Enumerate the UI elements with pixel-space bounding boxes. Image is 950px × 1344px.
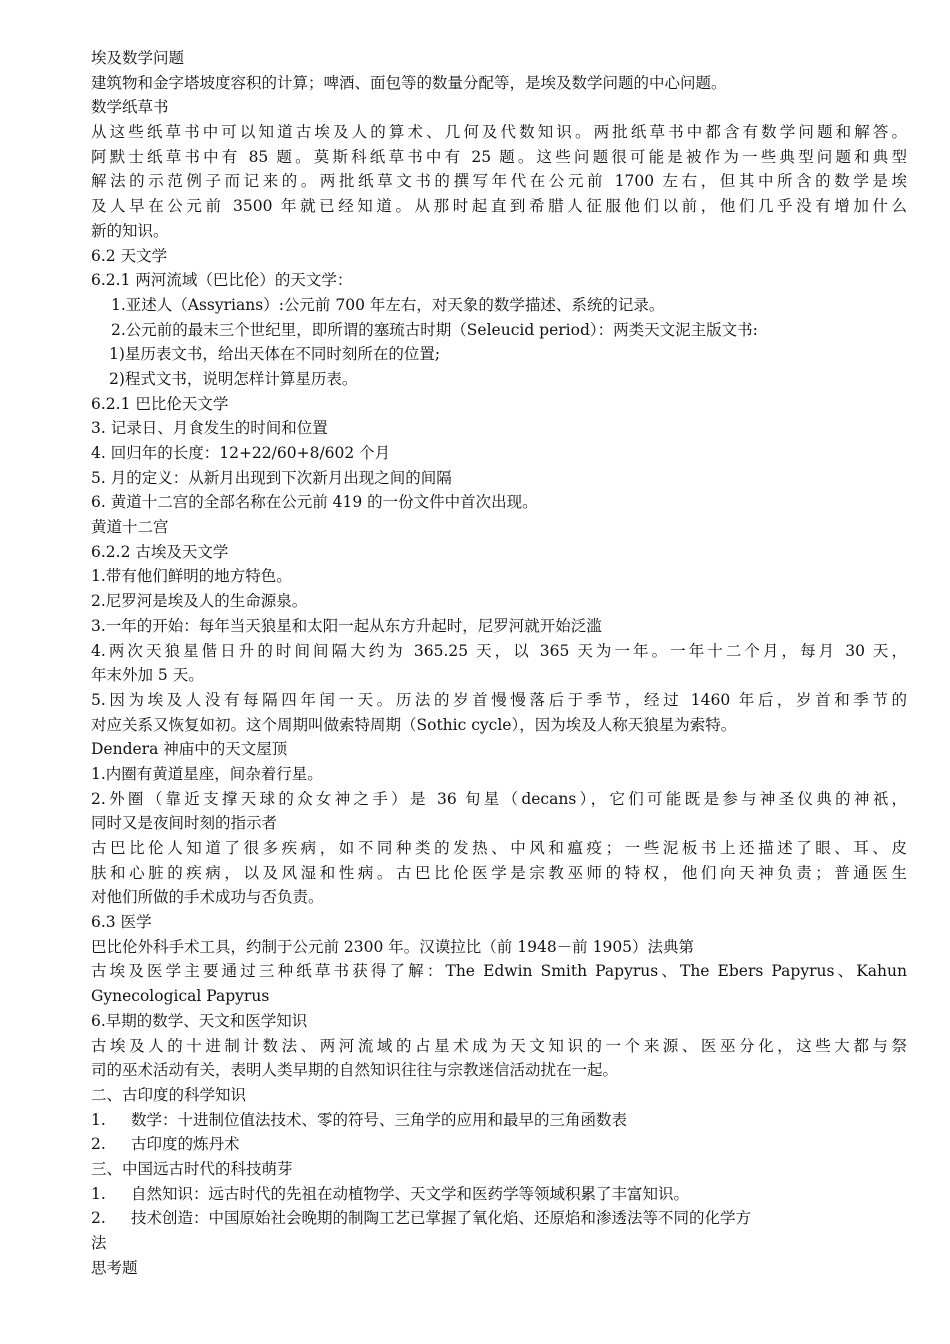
- text-line: 古巴比伦人知道了很多疾病，如不同种类的发热、中风和瘟疫；一些泥板书上还描述了眼、耳、皮: [91, 839, 907, 857]
- section-heading-india: 二、古印度的科学知识: [91, 1085, 247, 1104]
- section-heading-china: 三、中国远古时代的科技萌芽: [91, 1159, 293, 1178]
- list-item: 1.亚述人（Assyrians）:公元前 700 年左右，对天象的数学描述、系统的记录。: [111, 295, 665, 314]
- text-line: 从这些纸草书中可以知道古埃及人的算术、几何及代数知识。两批纸草书中都含有数学问题和解答。: [91, 123, 907, 142]
- heading-egypt-math: 埃及数学问题: [91, 49, 185, 67]
- subsection-heading: 6.2.1 两河流域（巴比伦）的天文学：: [91, 271, 353, 290]
- text-line: 解法的示范例子而记来的。两批纸草文书的撰写年代在公元前 1700 左右，但其中所含的数学是埃: [91, 172, 907, 191]
- numbered-item: [91, 1108, 907, 1133]
- text-line: 阿默士纸草书中有 85 题。莫斯科纸草书中有 25 题。这些问题很可能是被作为一些典型问题和典型: [91, 147, 907, 166]
- heading-questions: 思考题: [91, 1258, 138, 1277]
- text-line: 新的知识。: [91, 221, 169, 240]
- item-number: 2.: [91, 1209, 106, 1228]
- numbered-item: [91, 1206, 907, 1231]
- text-line: 司的巫术活动有关，表明人类早期的自然知识往往与宗教迷信活动扰在一起。: [91, 1061, 619, 1080]
- list-item: 3.一年的开始：每年当天狼星和太阳一起从东方升起时，尼罗河就开始泛滥: [91, 616, 602, 635]
- list-item: 6. 黄道十二宫的全部名称在公元前 419 的一份文件中首次出现。: [91, 493, 538, 512]
- text-line: 及人早在公元前 3500 年就已经知道。从那时起直到希腊人征服他们以前，他们几乎没有增加什么: [91, 197, 907, 216]
- list-item: 1)星历表文书，给出天体在不同时刻所在的位置;: [109, 345, 441, 364]
- item-text: 数学：十进制位值法技术、零的符号、三角学的应用和最早的三角函数表: [131, 1110, 628, 1129]
- item-text: 技术创造：中国原始社会晚期的制陶工艺已掌握了氧化焰、还原焰和渗透法等不同的化学方: [131, 1209, 752, 1228]
- list-item: 4. 回归年的长度：12+22/60+8/602 个月: [91, 444, 391, 462]
- item-number: 1.: [91, 1184, 106, 1203]
- text-line: 同时又是夜间时刻的指示者: [91, 814, 278, 833]
- item-number: 2.: [91, 1135, 106, 1154]
- text-line: 建筑物和金字塔坡度容积的计算；啤酒、面包等的数量分配等，是埃及数学问题的中心问题。: [91, 73, 727, 92]
- list-item: 5.因为埃及人没有每隔四年闰一天。历法的岁首慢慢落后于季节，经过 1460 年后，岁首和季节的: [91, 690, 907, 709]
- section-heading-medicine: 6.3 医学: [91, 913, 152, 932]
- heading-zodiac: 黄道十二宫: [91, 518, 169, 537]
- list-item: 2.公元前的最末三个世纪里，即所谓的塞琉古时期（Seleucid period）：两类天文泥主版文书:: [111, 320, 758, 339]
- text-line: 古埃及人的十进制计数法、两河流域的占星术成为天文知识的一个来源、医巫分化，这些大都与祭: [91, 1036, 907, 1055]
- item-text: 自然知识：远古时代的先祖在动植物学、天文学和医药学等领域积累了丰富知识。: [131, 1184, 690, 1203]
- list-item: 5. 月的定义：从新月出现到下次新月出现之间的间隔: [91, 468, 452, 487]
- text-line: Gynecological Papyrus: [91, 987, 270, 1006]
- numbered-item: [91, 1132, 907, 1157]
- subsection-heading: 6.2.2 古埃及天文学: [91, 542, 229, 561]
- numbered-item: [91, 1182, 907, 1207]
- text-line: 对应关系又恢复如初。这个周期叫做索特周期（Sothic cycle），因为埃及人称天狼星为索特。: [91, 715, 737, 734]
- list-item: 2.外圈（靠近支撑天球的众女神之手）是 36 旬星（decans），它们可能既是参与神圣仪典的神祇，: [91, 789, 907, 808]
- heading-dendera: Dendera 神庙中的天文屋顶: [91, 740, 288, 759]
- text-line: 巴比伦外科手术工具，约制于公元前 2300 年。汉谟拉比（前 1948－前 1905）法典第: [91, 937, 695, 956]
- text-line: 古埃及医学主要通过三种纸草书获得了解：The Edwin Smith Papyrus、The Ebers Papyrus、Kahun: [91, 962, 907, 981]
- heading-math-papyrus: 数学纸草书: [91, 98, 169, 117]
- item-text: 古印度的炼丹术: [131, 1135, 240, 1154]
- list-item: 1.内圈有黄道星座，间杂着行星。: [91, 764, 323, 783]
- text-line: 法: [91, 1234, 107, 1252]
- document-page: [91, 46, 907, 1280]
- item-number: 1.: [91, 1110, 106, 1129]
- text-line: 年末外加 5 天。: [91, 666, 204, 685]
- subsection-heading: 6.2.1 巴比伦天文学: [91, 394, 229, 413]
- list-item: 2.尼罗河是埃及人的生命源泉。: [91, 592, 308, 611]
- section-heading-astronomy: 6.2 天文学: [91, 246, 168, 265]
- subsection-heading: 6.早期的数学、天文和医学知识: [91, 1011, 308, 1030]
- list-item: 3. 记录日、月食发生的时间和位置: [91, 419, 328, 438]
- text-line: 肤和心脏的疾病，以及风湿和性病。古巴比伦医学是宗教巫师的特权，他们向天神负责；普通医生: [91, 863, 907, 882]
- list-item: 1.带有他们鲜明的地方特色。: [91, 567, 292, 586]
- text-line: 对他们所做的手术成功与否负责。: [91, 888, 324, 907]
- list-item: 2)程式文书，说明怎样计算星历表。: [109, 369, 358, 388]
- list-item: 4.两次天狼星偕日升的时间间隔大约为 365.25 天，以 365 天为一年。一年十二个月，每月 30 天，: [91, 641, 907, 660]
